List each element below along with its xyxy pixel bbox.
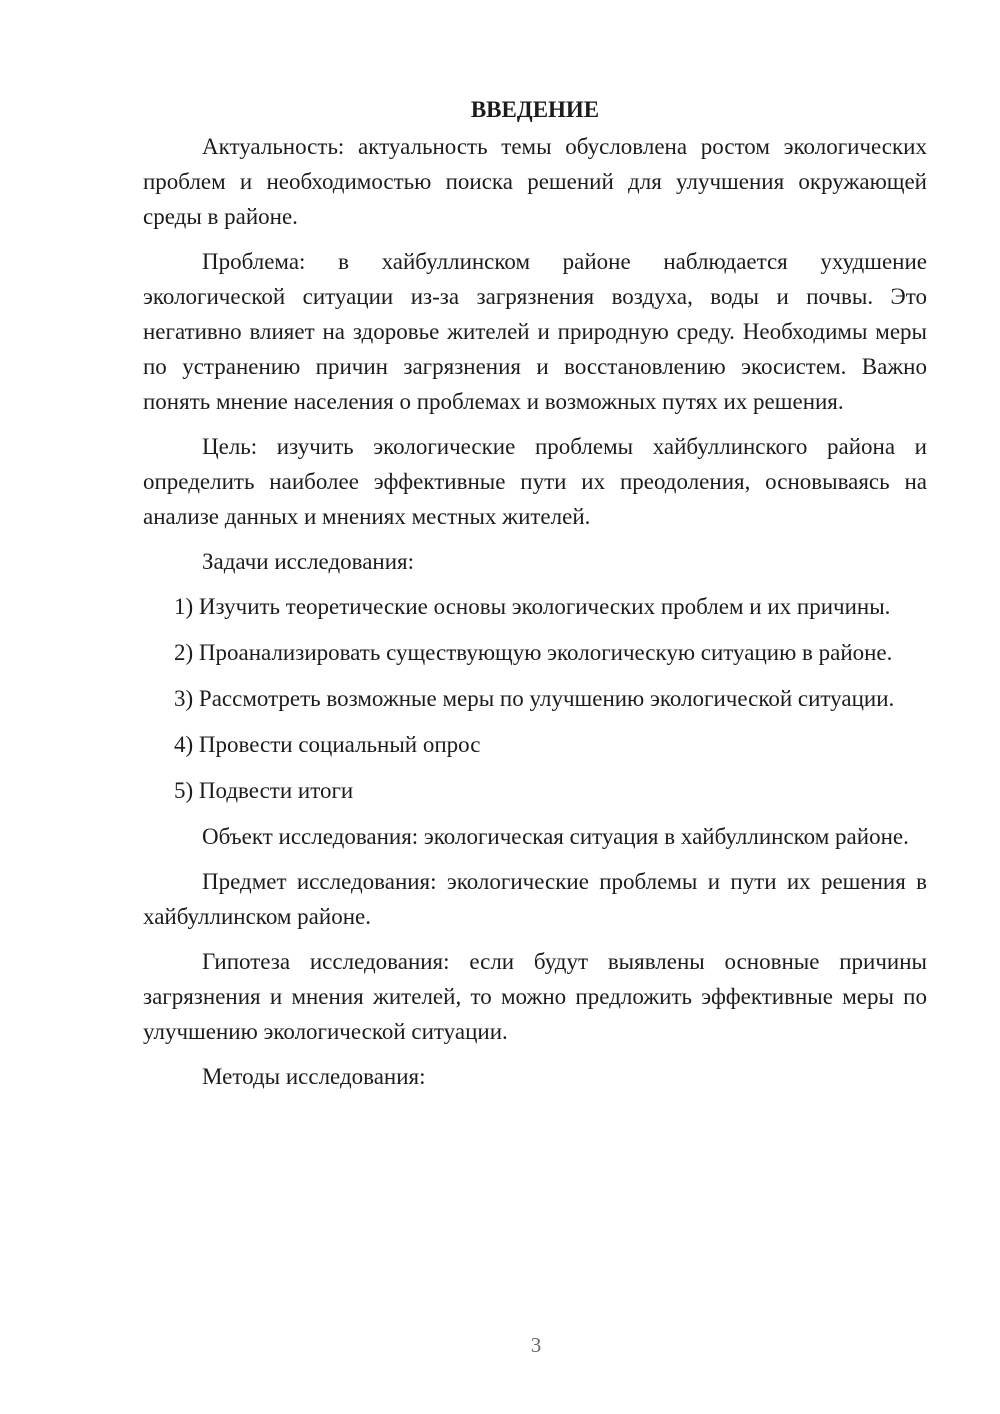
task-item-4: 4) Провести социальный опрос	[174, 732, 481, 757]
task-item-3: 3) Рассмотреть возможные меры по улучшению экологической ситуации.	[174, 686, 895, 711]
task-item-1: 1) Изучить теоретические основы экологических проблем и их причины.	[174, 594, 891, 619]
task-item-5: 5) Подвести итоги	[174, 778, 354, 803]
section-title: ВВЕДЕНИЕ	[470, 97, 600, 122]
methods-heading: Методы исследования:	[202, 1064, 426, 1089]
page-number: 3	[530, 1333, 542, 1357]
goal-paragraph: Цель: изучить экологические проблемы хайбуллинского района и определить наиболее эффективные пути их преодоления, основываясь на анализе данных и мнениях местных жителей.	[143, 434, 927, 529]
tasks-heading: Задачи исследования:	[202, 549, 415, 574]
subject-paragraph: Предмет исследования: экологические проблемы и пути их решения в хайбуллинском районе.	[143, 869, 927, 929]
problem-paragraph: Проблема: в хайбуллинском районе наблюдается ухудшение экологической ситуации из-за загрязнения воздуха, воды и почвы. Это негативно влияет на здоровье жителей и природную среду. Необходимы меры по устранению причин загрязнения и восстановлению экосистем. Важно понять мнение населения о проблемах и возможных путях их решения.	[143, 249, 927, 414]
object-paragraph: Объект исследования: экологическая ситуация в хайбуллинском районе.	[202, 824, 909, 849]
document-body	[143, 92, 927, 1104]
relevance-paragraph: Актуальность: актуальность темы обусловлена ростом экологических проблем и необходимостью поиска решений для улучшения окружающей среды в районе.	[143, 134, 927, 229]
hypothesis-paragraph: Гипотеза исследования: если будут выявлены основные причины загрязнения и мнения жителей, то можно предложить эффективные меры по улучшению экологической ситуации.	[143, 949, 927, 1044]
task-item-2: 2) Проанализировать существующую экологическую ситуацию в районе.	[174, 640, 893, 665]
